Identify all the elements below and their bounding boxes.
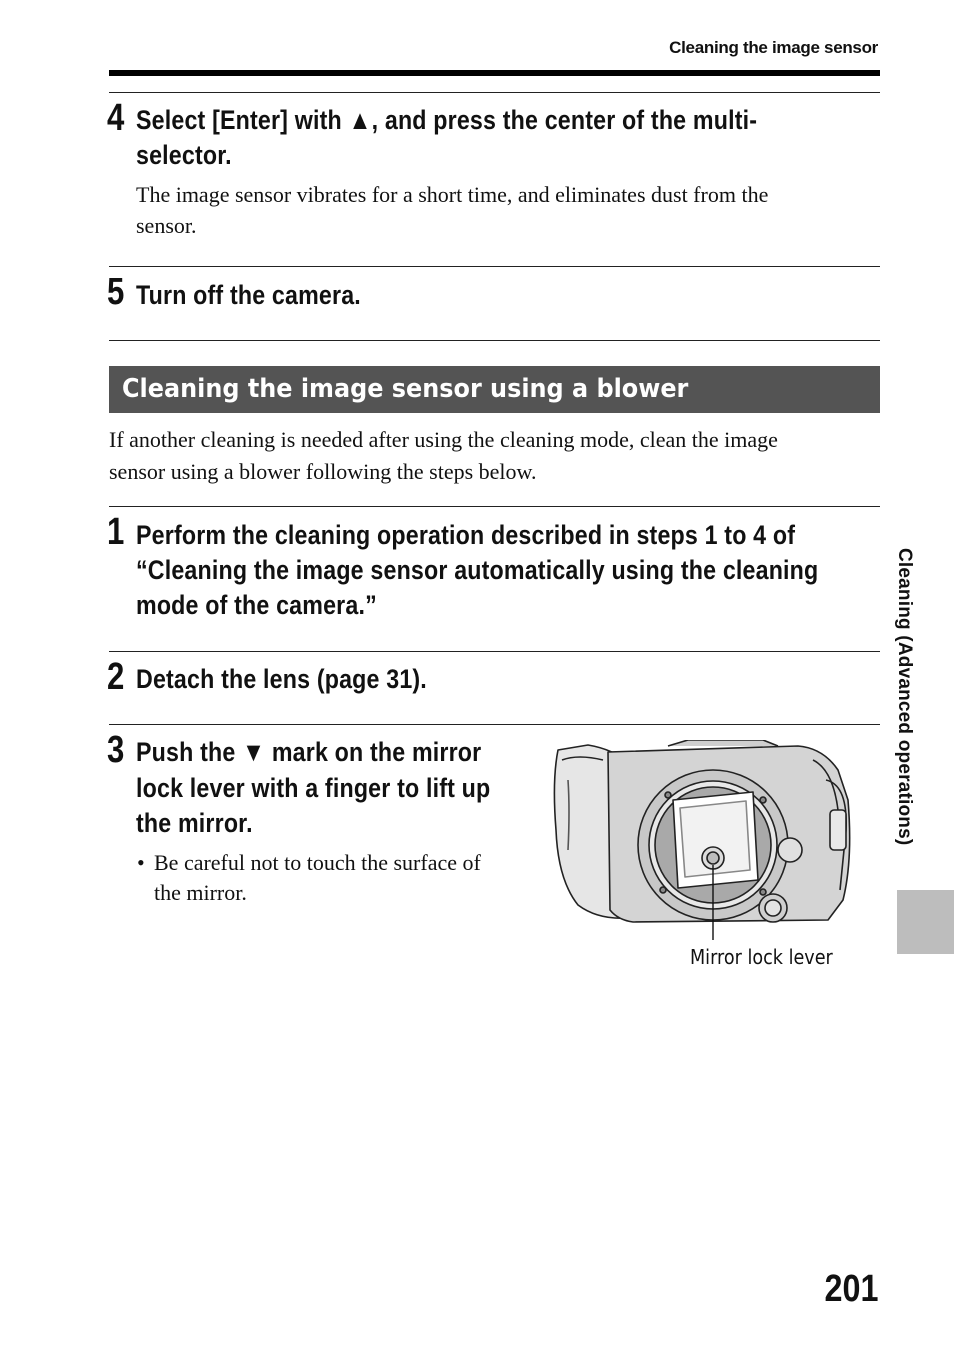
chapter-side-label — [893, 548, 925, 878]
step-number: 2 — [107, 656, 125, 698]
step-heading: selector. — [136, 140, 232, 170]
step-number: 1 — [107, 511, 125, 553]
bullet-text: the mirror. — [154, 880, 247, 905]
page-number: 201 — [824, 1268, 878, 1310]
step-heading: Push the ▼ mark on the mirror — [136, 737, 482, 767]
step-heading: Turn off the camera. — [136, 280, 361, 310]
header-rule — [109, 70, 880, 76]
divider — [109, 724, 880, 725]
camera-body-illustration — [548, 740, 868, 945]
step-body: sensor. — [136, 213, 197, 238]
divider — [109, 651, 880, 652]
step-heading: the mirror. — [136, 808, 253, 838]
section-intro: sensor using a blower following the steps below. — [109, 459, 537, 484]
divider — [109, 92, 880, 93]
running-header: Cleaning the image sensor — [669, 38, 878, 57]
chapter-side-label-text: Cleaning (Advanced operations) — [894, 548, 915, 846]
divider — [109, 506, 880, 507]
divider — [109, 340, 880, 341]
chapter-thumb-tab — [897, 890, 954, 954]
bullet-mark: • — [137, 850, 145, 875]
bullet-text: Be careful not to touch the surface of — [154, 850, 481, 875]
figure-caption: Mirror lock lever — [690, 945, 833, 969]
step-number: 4 — [107, 97, 125, 139]
step-heading: Select [Enter] with ▲, and press the center of the multi- — [136, 105, 758, 135]
step-heading: Detach the lens (page 31). — [136, 664, 427, 694]
step-heading: mode of the camera.” — [136, 590, 377, 620]
step-body: The image sensor vibrates for a short time, and eliminates dust from the — [136, 182, 769, 207]
step-heading: lock lever with a finger to lift up — [136, 773, 491, 803]
step-number: 3 — [107, 729, 125, 771]
divider — [109, 266, 880, 267]
step-number: 5 — [107, 271, 125, 313]
step-heading: Perform the cleaning operation described in steps 1 to 4 of — [136, 520, 796, 550]
section-intro: If another cleaning is needed after using the cleaning mode, clean the image — [109, 427, 778, 452]
step-heading: “Cleaning the image sensor automatically using the cleaning — [136, 555, 819, 585]
section-title: Cleaning the image sensor using a blower — [122, 374, 689, 404]
